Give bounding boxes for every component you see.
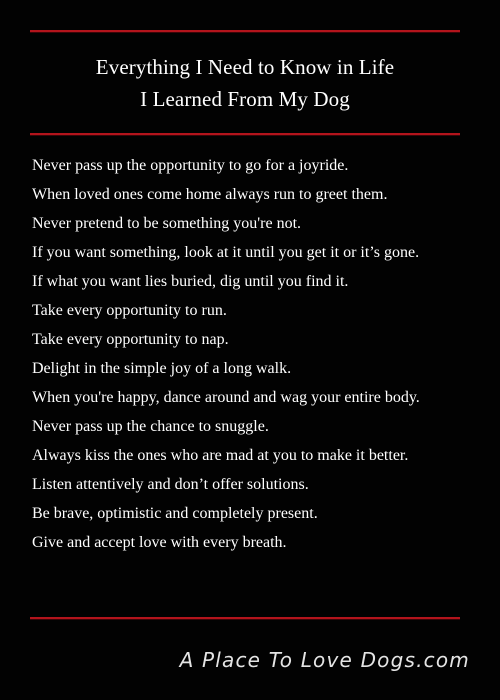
- poster-title: [0, 51, 490, 115]
- title-line-2: I Learned From My Dog: [140, 87, 350, 111]
- list-item: Never pass up the opportunity to go for a joyride.: [32, 157, 349, 174]
- title-line-1: Everything I Need to Know in Life: [95, 55, 395, 79]
- list-item: Always kiss the ones who are mad at you to make it better.: [32, 447, 409, 464]
- lessons-list: [32, 156, 487, 562]
- title-divider: [30, 133, 460, 135]
- list-item: Be brave, optimistic and completely present.: [32, 505, 318, 522]
- list-item: Delight in the simple joy of a long walk.: [32, 360, 292, 377]
- list-item: Never pass up the chance to snuggle.: [32, 418, 269, 435]
- list-item: If what you want lies buried, dig until you find it.: [32, 273, 349, 290]
- top-divider: [30, 30, 460, 32]
- list-item: Take every opportunity to nap.: [32, 331, 229, 348]
- list-item: If you want something, look at it until you get it or it’s gone.: [32, 244, 420, 261]
- list-item: When loved ones come home always run to greet them.: [32, 186, 388, 203]
- list-item: When you're happy, dance around and wag your entire body.: [32, 389, 420, 406]
- list-item: Give and accept love with every breath.: [32, 534, 287, 551]
- list-item: Take every opportunity to run.: [32, 302, 227, 319]
- list-item: Never pretend to be something you're not.: [32, 215, 302, 232]
- website-watermark: A Place To Love Dogs.com: [179, 648, 470, 672]
- bottom-divider: [30, 617, 460, 619]
- list-item: Listen attentively and don’t offer solutions.: [32, 476, 309, 493]
